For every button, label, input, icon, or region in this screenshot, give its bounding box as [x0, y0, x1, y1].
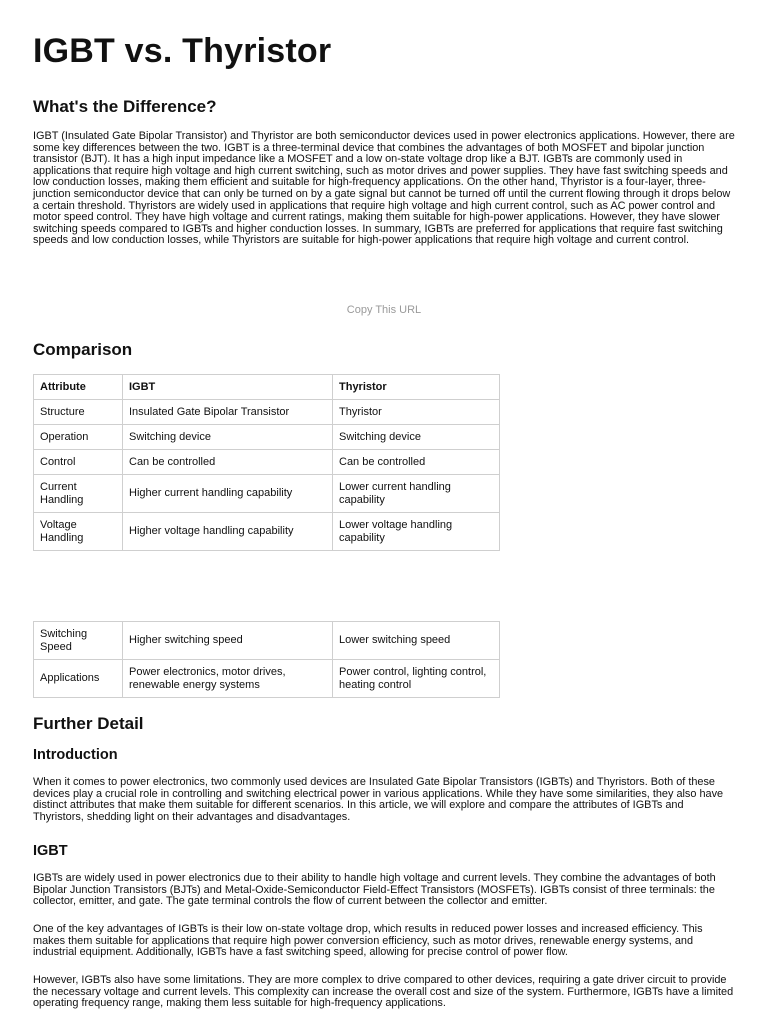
igbt-paragraph-2: One of the key advantages of IGBTs is their low on-state voltage drop, which results in reduced power losses and increased efficiency. This makes them suitable for applications that require high power conversion efficiency, such as motor drives, renewable energy systems, and industrial equipment. Additionally, IGBTs have a fast switching speed, allowing for precise control of power flow.: [33, 923, 703, 959]
table-row: [34, 425, 500, 450]
introduction-text: When it comes to power electronics, two commonly used devices are Insulated Gate Bipolar Transistors (IGBTs) and Thyristors. Both of these devices play a crucial role in controlling and switching electrical power in various applications. While they have some similarities, they also have distinct attributes that make them suitable for different scenarios. In this article, we will explore and compare the attributes of IGBTs and Thyristors, shedding light on their advantages and disadvantages.: [33, 776, 724, 823]
table-row: [34, 622, 500, 660]
table-header-cell: Thyristor: [333, 375, 500, 400]
table-cell: Higher switching speed: [123, 622, 333, 660]
table-cell: Lower switching speed: [333, 622, 500, 660]
table-row: [34, 513, 500, 551]
table-row: [34, 660, 500, 698]
table-cell: Applications: [34, 660, 123, 698]
table-cell: Higher voltage handling capability: [123, 513, 333, 551]
table-cell: Switching device: [333, 425, 500, 450]
table-cell: Current Handling: [34, 475, 123, 513]
page-title: IGBT vs. Thyristor: [33, 32, 332, 70]
table-cell: Structure: [34, 400, 123, 425]
table-cell: Can be controlled: [123, 450, 333, 475]
table-cell: Power electronics, motor drives, renewable energy systems: [123, 660, 333, 698]
table-row: [34, 475, 500, 513]
table-header-cell: IGBT: [123, 375, 333, 400]
difference-text: IGBT (Insulated Gate Bipolar Transistor) and Thyristor are both semiconductor devices used in power electronics applications. However, there are some key differences between the two. IGBT is a three-terminal device that combines the advantages of both MOSFET and bipolar junction transistor (BJT). It has a high input impedance like a MOSFET and a low on-state voltage drop like a BJT. IGBTs are commonly used in applications that require high voltage and high current switching, such as motor drives and power supplies. They have fast switching speeds and low conduction losses, making them efficient and suitable for high-frequency applications. On the other hand, Thyristor is a four-layer, three-junction semiconductor device that can only be turned on by a gate signal but cannot be turned off until the current flowing through it drops below a certain threshold. Thyristors are widely used in applications that require high voltage and high current control, such as AC power control and motor speed control. They have high voltage and current ratings, making them suitable for high-power applications. However, they have slower switching speeds compared to IGBTs and higher conduction losses. In summary, IGBTs are preferred for applications that require fast switching speeds and low conduction losses, while Thyristors are suitable for high-power applications that require high voltage and current control.: [33, 130, 735, 247]
igbt-heading: IGBT: [33, 843, 68, 859]
table-cell: Thyristor: [333, 400, 500, 425]
copy-url-link[interactable]: Copy This URL: [346, 304, 422, 316]
comparison-table: [33, 374, 500, 551]
introduction-heading: Introduction: [33, 747, 118, 763]
table-row: [34, 450, 500, 475]
table-cell: Operation: [34, 425, 123, 450]
comparison-heading: Comparison: [33, 340, 133, 359]
table-cell: Lower voltage handling capability: [333, 513, 500, 551]
igbt-paragraph-1: IGBTs are widely used in power electronics due to their ability to handle high voltage and current levels. They combine the advantages of both Bipolar Junction Transistors (BJTs) and Metal-Oxide-Semiconductor Field-Effect Transistors (MOSFETs). IGBTs consist of three terminals: the collector, emitter, and gate. The gate terminal controls the flow of current between the collector and emitter.: [33, 872, 716, 908]
difference-heading: What's the Difference?: [33, 97, 217, 116]
table-header-cell: Attribute: [34, 375, 123, 400]
igbt-paragraph-3: However, IGBTs also have some limitations. They are more complex to drive compared to other devices, requiring a gate driver circuit to provide the necessary voltage and current levels. This complexity can increase the overall cost and size of the system. Furthermore, IGBTs have a limited operating frequency range, making them less suitable for high-frequency applications.: [33, 974, 734, 1010]
table-cell: Higher current handling capability: [123, 475, 333, 513]
table-cell: Control: [34, 450, 123, 475]
table-cell: Can be controlled: [333, 450, 500, 475]
table-cell: Switching device: [123, 425, 333, 450]
comparison-table-continued: [33, 621, 500, 698]
table-cell: Lower current handling capability: [333, 475, 500, 513]
table-cell: Switching Speed: [34, 622, 123, 660]
further-detail-heading: Further Detail: [33, 714, 144, 733]
table-cell: Power control, lighting control, heating control: [333, 660, 500, 698]
table-row: [34, 400, 500, 425]
table-cell: Voltage Handling: [34, 513, 123, 551]
table-header-row: [34, 375, 500, 400]
table-cell: Insulated Gate Bipolar Transistor: [123, 400, 333, 425]
